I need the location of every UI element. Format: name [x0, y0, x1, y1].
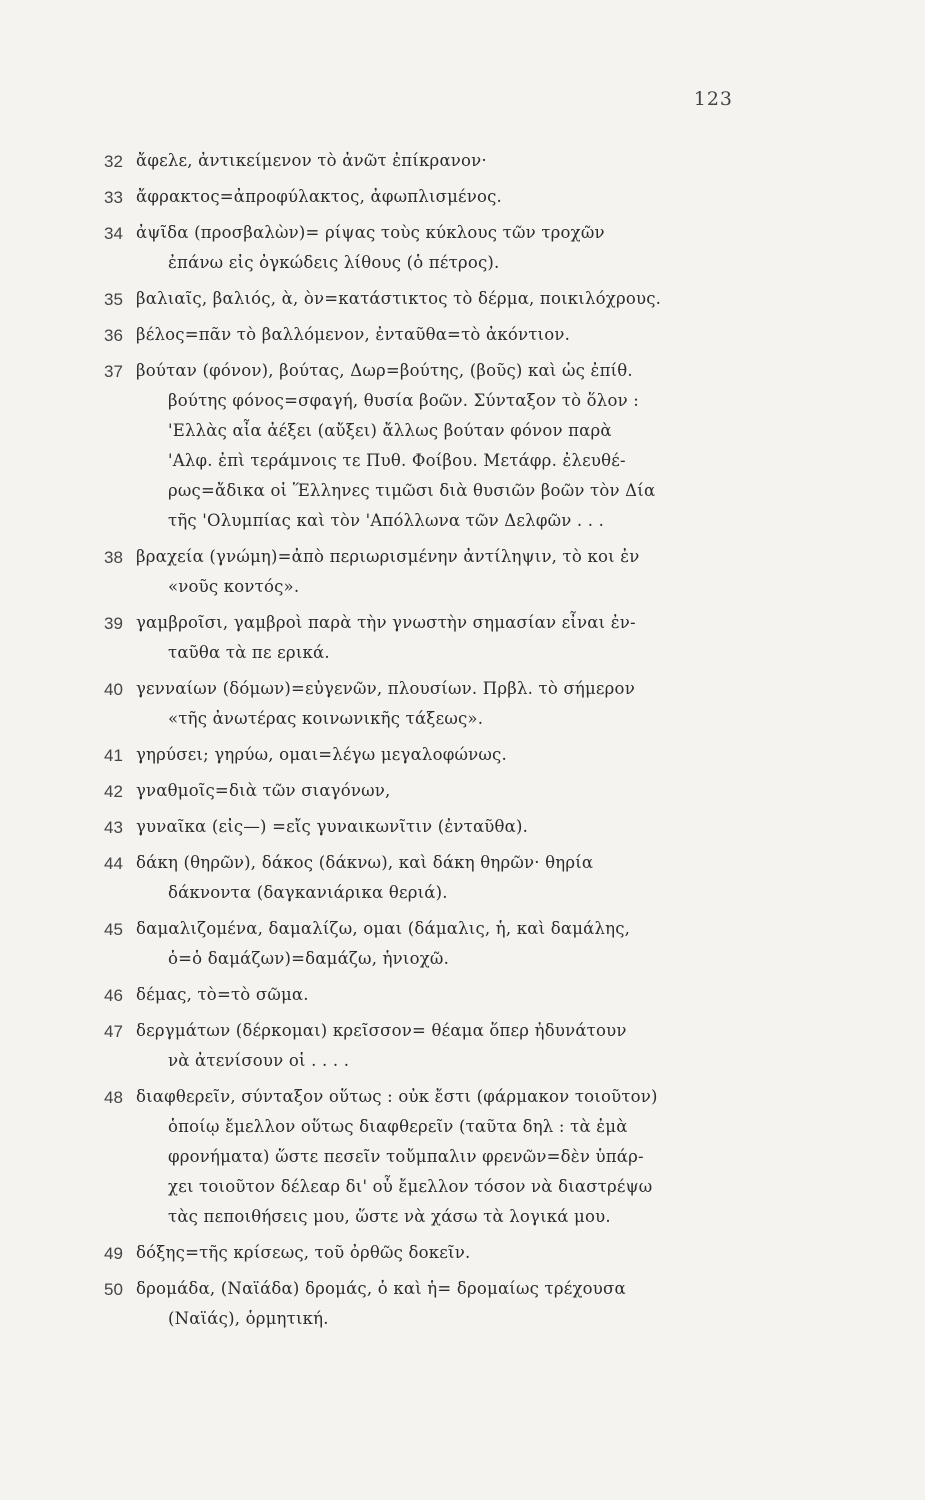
entry-text: ἄφελε, ἀντικείμενον τὸ ἀνῶτ ἐπίκρανον·	[136, 151, 487, 170]
entry-number: 40	[104, 680, 123, 699]
entry-text: δέμας, τὸ=τὸ σῶμα.	[136, 985, 309, 1004]
glossary-entry	[104, 812, 824, 842]
entry-number: 46	[104, 986, 123, 1005]
entry-text: δαμαλιζομένα, δαμαλίζω, ομαι (δάμαλις, ἡ, καὶ δαμάλης,	[136, 919, 631, 938]
entry-number: 39	[104, 614, 123, 633]
entry-text: δρομάδα, (Ναϊάδα) δρομάς, ὁ καὶ ἡ= δρομαίως τρέχουσα	[136, 1279, 626, 1298]
page-number: 123	[693, 88, 733, 110]
entry-text-continuation: ἐπάνω εἰς ὀγκώδεις λίθους (ὁ πέτρος).	[168, 253, 500, 272]
glossary-notes	[104, 146, 824, 1340]
glossary-entry	[104, 1082, 824, 1232]
glossary-entry	[104, 182, 824, 212]
entry-text-continuation: «νοῦς κοντός».	[168, 577, 300, 596]
entry-text-continuation: τὰς πεποιθήσεις μου, ὥστε νὰ χάσω τὰ λογικά μου.	[168, 1207, 611, 1226]
entry-text-continuation: ρως=ἄδικα οἱ Ἕλληνες τιμῶσι διὰ θυσιῶν βοῶν τὸν Δία	[168, 481, 656, 500]
entry-text-continuation: «τῆς ἀνωτέρας κοινωνικῆς τάξεως».	[168, 709, 484, 728]
entry-text: ἀψῖδα (προσβαλὼν)= ρίψας τοὺς κύκλους τῶν τροχῶν	[136, 223, 605, 242]
entry-text: βέλος=πᾶν τὸ βαλλόμενον, ἐνταῦθα=τὸ ἀκόντιον.	[136, 325, 571, 344]
entry-text-continuation: νὰ ἀτενίσουν οἱ . . . .	[168, 1051, 350, 1070]
entry-text-continuation: ὁποίῳ ἔμελλον οὕτως διαφθερεῖν (ταῦτα δηλ : τὰ ἐμὰ	[168, 1117, 628, 1136]
glossary-entry	[104, 146, 824, 176]
glossary-entry	[104, 980, 824, 1010]
entry-number: 36	[104, 326, 123, 345]
entry-number: 48	[104, 1088, 123, 1107]
entry-text-continuation: δάκνοντα (δαγκανιάρικα θεριά).	[168, 883, 448, 902]
entry-text: βραχεία (γνώμη)=ἀπὸ περιωρισμένην ἀντίληψιν, τὸ κοι ἐν	[136, 547, 640, 566]
entry-number: 34	[104, 224, 123, 243]
glossary-entry	[104, 542, 824, 602]
entry-number: 43	[104, 818, 123, 837]
glossary-entry	[104, 320, 824, 350]
entry-text: γενναίων (δόμων)=εὐγενῶν, πλουσίων. Πρβλ. τὸ σήμερον	[136, 679, 635, 698]
glossary-entry	[104, 848, 824, 908]
entry-text: γαμβροῖσι, γαμβροὶ παρὰ τὴν γνωστὴν σημασίαν εἶναι ἐν-	[136, 613, 636, 632]
entry-text-continuation: ταῦθα τὰ πε ερικά.	[168, 643, 330, 662]
entry-text-continuation: (Ναϊάς), ὁρμητική.	[168, 1309, 329, 1328]
entry-text: γναθμοῖς=διὰ τῶν σιαγόνων,	[136, 781, 391, 800]
entry-text-continuation: βούτης φόνος=σφαγή, θυσία βοῶν. Σύνταξον τὸ ὅλον :	[168, 391, 640, 410]
glossary-entry	[104, 608, 824, 668]
entry-text-continuation: 'Αλφ. ἐπὶ τεράμνοις τε Πυθ. Φοίβου. Μετάφρ. ἐλευθέ-	[168, 451, 626, 470]
entry-text: ἄφρακτος=ἀπροφύλακτος, ἀφωπλισμένος.	[136, 187, 502, 206]
entry-text: βούταν (φόνον), βούτας, Δωρ=βούτης, (βοῦς) καὶ ὡς ἐπίθ.	[136, 361, 633, 380]
entry-number: 42	[104, 782, 123, 801]
entry-number: 44	[104, 854, 123, 873]
glossary-entry	[104, 356, 824, 536]
entry-number: 32	[104, 152, 123, 171]
entry-text-continuation: φρονήματα) ὥστε πεσεῖν τοὔμπαλιν φρενῶν=δὲν ὑπάρ-	[168, 1147, 644, 1166]
entry-number: 49	[104, 1244, 123, 1263]
entry-text: διαφθερεῖν, σύνταξον οὕτως : οὐκ ἔστι (φάρμακον τοιοῦτον)	[136, 1087, 658, 1106]
entry-number: 33	[104, 188, 123, 207]
glossary-entry	[104, 674, 824, 734]
entry-text-continuation: χει τοιοῦτον δέλεαρ δι' οὗ ἔμελλον τόσον νὰ διαστρέψω	[168, 1177, 653, 1196]
entry-text: δάκη (θηρῶν), δάκος (δάκνω), καὶ δάκη θηρῶν· θηρία	[136, 853, 594, 872]
entry-number: 37	[104, 362, 123, 381]
entry-number: 35	[104, 290, 123, 309]
glossary-entry	[104, 284, 824, 314]
entry-text: δεργμάτων (δέρκομαι) κρεῖσσον= θέαμα ὅπερ ἠδυνάτουν	[136, 1021, 627, 1040]
entry-text-continuation: 'Ελλὰς αἶα ἀέξει (αὔξει) ἄλλως βούταν φόνον παρὰ	[168, 421, 612, 440]
entry-text-continuation: ὁ=ὁ δαμάζων)=δαμάζω, ἡνιοχῶ.	[168, 949, 450, 968]
entry-number: 38	[104, 548, 123, 567]
entry-text: δόξης=τῆς κρίσεως, τοῦ ὀρθῶς δοκεῖν.	[136, 1243, 471, 1262]
glossary-entry	[104, 740, 824, 770]
entry-text-continuation: τῆς 'Ολυμπίας καὶ τὸν 'Απόλλωνα τῶν Δελφῶν . . .	[168, 511, 605, 530]
entry-text: γυναῖκα (εἰς—) =εἴς γυναικωνῖτιν (ἐνταῦθα).	[136, 817, 529, 836]
glossary-entry	[104, 776, 824, 806]
entry-text: βαλιαῖς, βαλιός, ὰ, ὸν=κατάστικτος τὸ δέρμα, ποικιλόχρους.	[136, 289, 662, 308]
glossary-entry	[104, 1238, 824, 1268]
glossary-entry	[104, 1274, 824, 1334]
glossary-entry	[104, 218, 824, 278]
entry-number: 50	[104, 1280, 123, 1299]
entry-number: 45	[104, 920, 123, 939]
entry-text: γηρύσει; γηρύω, ομαι=λέγω μεγαλοφώνως.	[136, 745, 507, 764]
glossary-entry	[104, 1016, 824, 1076]
entry-gap	[104, 1334, 824, 1340]
entry-number: 41	[104, 746, 123, 765]
entry-number: 47	[104, 1022, 123, 1041]
glossary-entry	[104, 914, 824, 974]
